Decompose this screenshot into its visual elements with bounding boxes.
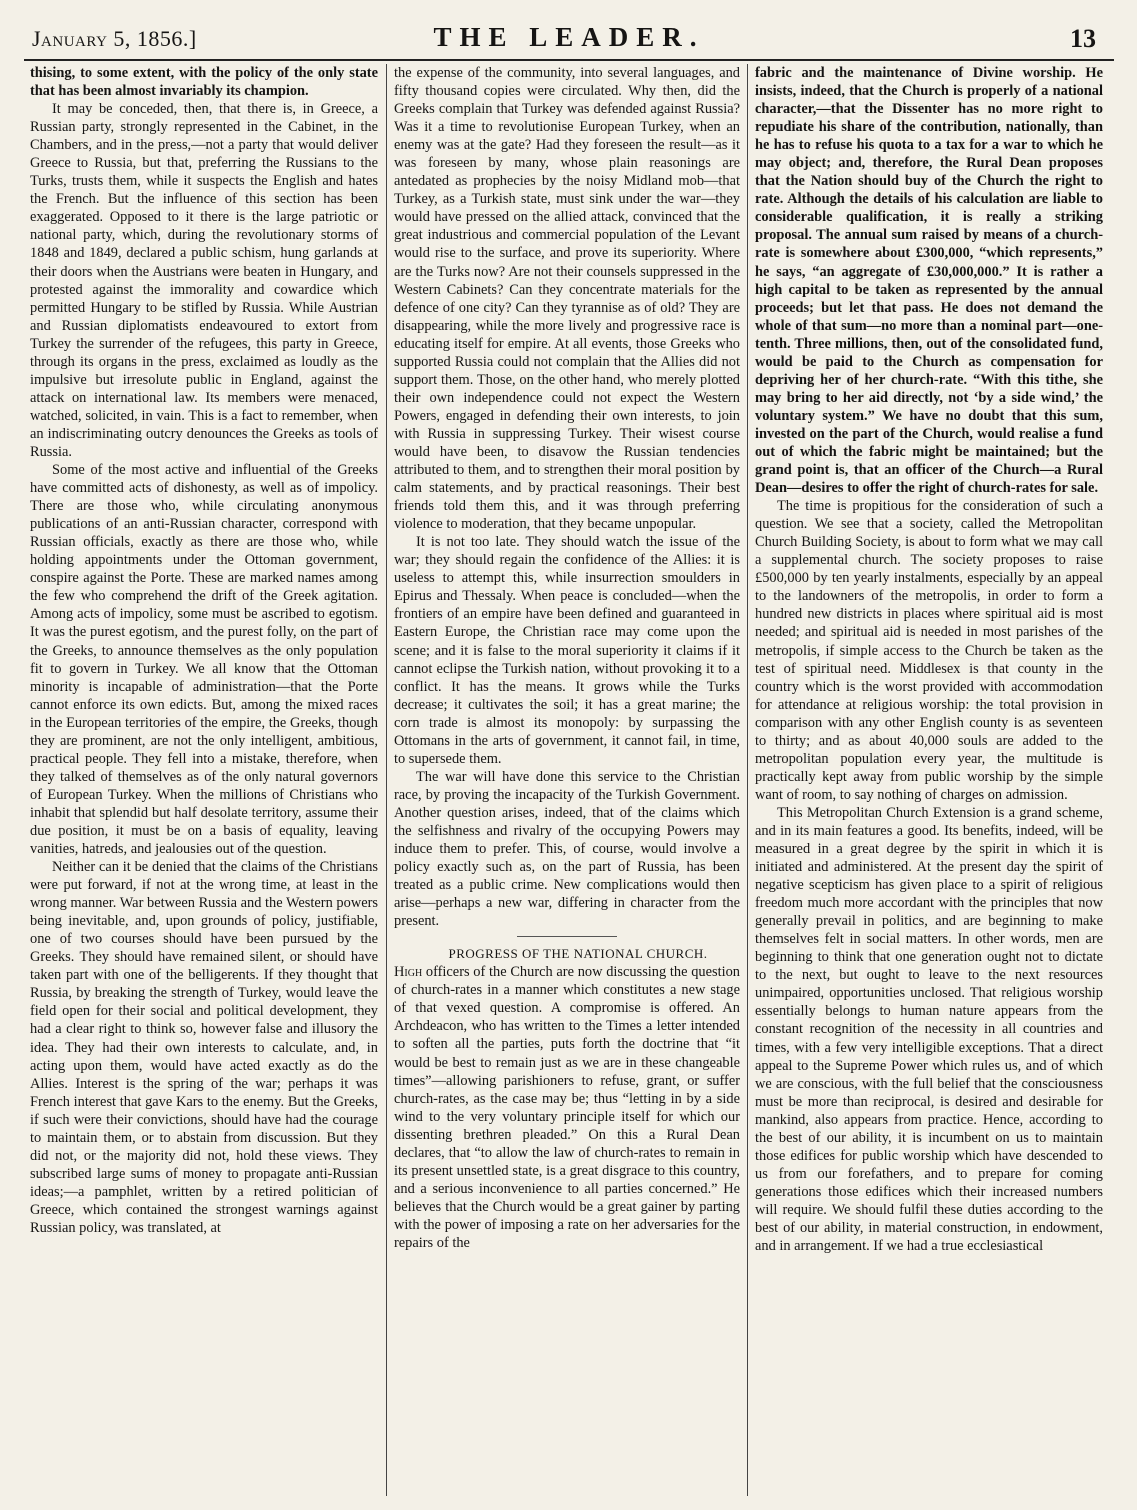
paragraph: It is not too late. They should watch the issue of the war; they should regain the confidence of the Allies: it is useless to attempt this, while insurrection smoulders in Epirus and Thessaly. When peace is concluded—when the frontiers of an empire have been defined and guaranteed in Eastern Europe, the Christian race may come upon the scene; and it is false to the moral superiority it claims if it cannot eclipse the Turkish nation, without provoking it to a conflict. It has the means. It grows while the Turks decrease; it cultivates the soil; it has a great marine; the corn trade is almost its monopoly: by surpassing the Ottomans in the arts of government, it cannot fail, in time, to supersede them.: [394, 534, 740, 767]
paragraph: It may be conceded, then, that there is, in Greece, a Russian party, strongly represented in the Cabinet, in the Chambers, and in the press,—not a party that would deliver Greece to Russia, but that, preferring the Russians to the Turks, trusts them, while it suspects the English and hates the French. But the influence of this section has been exaggerated. Opposed to it there is the large patriotic or national party, which, during the revolutionary storms of 1848 and 1849, declared a public schism, hung garlands at their doors when the Austrians were beaten in Hungary, and protested against the immorality and cowardice which permitted Hungary to be stifled by Russia. While Austrian and Russian diplomatists endeavoured to extort from Turkey the surrender of the refugees, this party in Greece, through its organs in the press, exclaimed as loudly as the impulsive but irresolute public in England, against the attack on international law. Its members were menaced, watched, solicited, in vain. This is a fact to remember, when an indiscriminating outcry denounces the Greeks as tools of Russia.: [30, 101, 378, 460]
page-number: 13: [1070, 24, 1096, 53]
paragraph: fabric and the maintenance of Divine worship. He insists, indeed, that the Church is properly of a national character,—that the Dissenter has no more right to repudiate his share of the contribution, nationally, than he has to refuse his quota to a tax for a war to which he may object; and, therefore, the Rural Dean proposes that the Nation should buy of the Church the right to rate. Although the details of his calculation are liable to considerable qualification, it is really a striking proposal. The annual sum raised by means of a church-rate is somewhere about £300,000, “which represents,” he says, “an aggregate of £30,000,000.” It is rather a high capital to be taken as represented by the annual proceeds; but let that pass. He does not demand the whole of that sum—no more than a nominal part—one-tenth. Three millions, then, out of the consolidated fund, would be paid to the Church as compensation for depriving her of her church-rate. “With this tithe, she may bring to her aid directly, not ‘by a side wind,’ the voluntary system.” We have no doubt that this sum, invested on the part of the Church, would realise a fund out of which the fabric might be maintained; but the grand point is, that an officer of the Church—a Rural Dean—desires to offer the right of church-rates for sale.: [755, 65, 1103, 497]
column-3: [755, 64, 1103, 1496]
paragraph: Neither can it be denied that the claims of the Christians were put forward, if not at the wrong time, at least in the wrong manner. War between Russia and the Western powers being inevitable, and, upon grounds of policy, justifiable, one of two courses should have been pursued by the Greeks. They should have remained silent, or should have taken part with one of the belligerents. If they thought that Russia, by breaking the strength of Turkey, would leave the field open for their social and political development, they had a clear right to think so, however false and illusory the idea. They had their own interests to calculate, and, in acting upon them, would have acted exactly as do the Allies. Interest is the spring of the war; perhaps it was French interest that gave Kars to the enemy. But the Greeks, if such were their convictions, should have had the courage to maintain them, or to abstain from discussion. But they did not, or the majority did not, hold these views. They subscribed large sums of money to propagate anti-Russian ideas;—a pamphlet, written by a retired politician of Greece, which contained the strongest warnings against Russian policy, was translated, at: [30, 859, 378, 1236]
section-title: PROGRESS OF THE NATIONAL CHURCH.: [448, 946, 708, 962]
paragraph: thising, to some extent, with the policy of the only state that has been almost invariably its champion.: [30, 65, 378, 100]
column-divider-1: [386, 64, 387, 1496]
column-1: [30, 64, 378, 1496]
paragraph: This Metropolitan Church Extension is a grand scheme, and in its main features a good. Its benefits, indeed, will be measured in a great degree by the spirit in which it is initiated and administered. At the present day the spirit of negative scepticism has given place to a spirit of religious freedom much more accordant with the principles that now generally prevail in politics, and are beginning to make themselves felt in social matters. In other words, men are beginning to think that one generation ought not to dictate to the next, but ought to leave to the next resources unimpaired, opportunities unclosed. That religious worship essentially belongs to human nature appears from the constant recognition of the necessity in all countries and times, with a few very intelligible exceptions. That a direct appeal to the Supreme Power which rules us, and of which we are conscious, with the full belief that the consciousness must be more than reciprocal, is desired and desirable for mankind, also appears from practice. Hence, according to the best of our ability, it is incumbent on us to maintain those edifices for public worship which have descended to us from our forefathers, and to prepare for coming generations those edifices which their increased numbers will require. We should fulfil these duties according to the best of our ability, in material construction, in endowment, and in arrangement. If we had a true ecclesiastical: [755, 804, 1103, 1255]
paragraph: The time is propitious for the consideration of such a question. We see that a society, called the Metropolitan Church Building Society, is about to form what we may call a supplemental church. The society proposes to raise £500,000 by ten yearly instalments, especially by an appeal to the landowners of the metropolis, in order to form a hundred new districts in places where spiritual aid is most needed; and spiritual aid is needed in most parishes of the metropolis, if simple access to the Church be taken as the test of spiritual need. Middlesex is that county in the country which is the worst provided with accommodation for attendance at religious worship: the total provision in comparison with any other English county is as seventeen to thirty; and as about 40,000 souls are added to the metropolitan population every year, the multitude is practically kept away from public worship by the simple want of room, to say nothing of charges on admission.: [755, 498, 1103, 803]
paragraph: the expense of the community, into several languages, and fifty thousand copies were circulated. Why then, did the Greeks complain that Turkey was defended against Russia? Was it a time to revolutionise European Turkey, when an enemy was at the gate? Had they foreseen the result—as it was foreseen by many, whose plain reasonings are antedated as prophecies by the noisy Midland mob—that Turkey, as a Turkish state, must sink under the war—they would have pressed on the allied attack, convinced that the great industrious and commercial population of the Levant would rise to the surface, and prove its superiority. Where are the Turks now? Are not their counsels suppressed in the Western Cabinets? Can they concentrate materials for the defence of one city? Can they tyrannise as of old? They are disappearing, while the more lively and progressive race is educating itself for empire. At all events, those Greeks who supported Russia could not complain that the Allies did not support them. Those, on the other hand, who merely plotted their own independence could not expect the Western Powers, engaged in defending their own interests, to join with Russia in suppressing Turkey. Their wisest course would have been, to disavow the Russian tendencies attributed to them, and to strengthen their moral position by calm statements, and by practical reasonings. Their best friends told them this, and it was through preferring violence to moderation, that they became unpopular.: [394, 65, 740, 533]
column-divider-2: [747, 64, 748, 1496]
paragraph: The war will have done this service to the Christian race, by proving the incapacity of the Turkish Government. Another question arises, indeed, that of the claims which the selfishness and rivalry of the occupying Powers may induce them to prefer. This, of course, would involve a policy exactly such as, on the part of Russia, has been treated as a public crime. New complications would then arise—perhaps a new war, differing in character from the present.: [394, 768, 740, 930]
drop-word: High: [394, 964, 423, 981]
masthead: [24, 0, 1114, 52]
newspaper-title: THE LEADER.: [433, 22, 705, 52]
column-2: [394, 64, 740, 1496]
paragraph-body: officers of the Church are now discussing the question of church-rates in a manner which constitutes a new stage of that vexed question. A compromise is offered. An Archdeacon, who has written to the Times a letter intended to soften all the parties, puts forth the doctrine that “it would be best to remain just as we are in these changeable times”—allowing parishioners to refuse, grant, or suffer church-rates, as the case may be; thus “letting in by a side wind to the very voluntary principle itself for which our dissenting brethren pleaded.” On this a Rural Dean declares, that “to allow the law of church-rates to remain in its present unsettled state, is a great disgrace to this country, and a serious inconvenience to all parties concerned.” He believes that the Church would be a great gainer by parting with the power of imposing a rate on her adversaries for the repairs of the: [394, 964, 740, 1251]
issue-date: January 5, 1856.]: [32, 26, 197, 51]
paragraph: Some of the most active and influential of the Greeks have committed acts of dishonesty, as well as of impolicy. There are those who, while circulating anonymous publications of an anti-Russian character, correspond with Russian officials, exactly as there are those who, while holding appointments under the Ottoman government, conspire against the Porte. These are marked names among the few who comprehend the drift of the Greek agitation. Among acts of impolicy, some must be ascribed to egotism. It was the purest egotism, and the purest folly, on the part of the Greeks, to announce themselves as the only population fit to govern in Turkey. We all know that the Ottoman minority is incapable of administration—that the Porte cannot enforce its own edicts. But, among the mixed races in the European territories of the empire, the Greeks, though they are prominent, are not the only intelligent, ambitious, practical people. They fell into a mistake, therefore, when they talked of themselves as of the only natural governors of European Turkey. When the millions of Christians who inhabit that splendid but half desolate territory, assume their due position, it must be on a basis of equality, leaving vanities, hatreds, and jealousies out of the question.: [30, 462, 378, 858]
header-rule: [24, 59, 1114, 61]
paragraph: [394, 963, 740, 1252]
